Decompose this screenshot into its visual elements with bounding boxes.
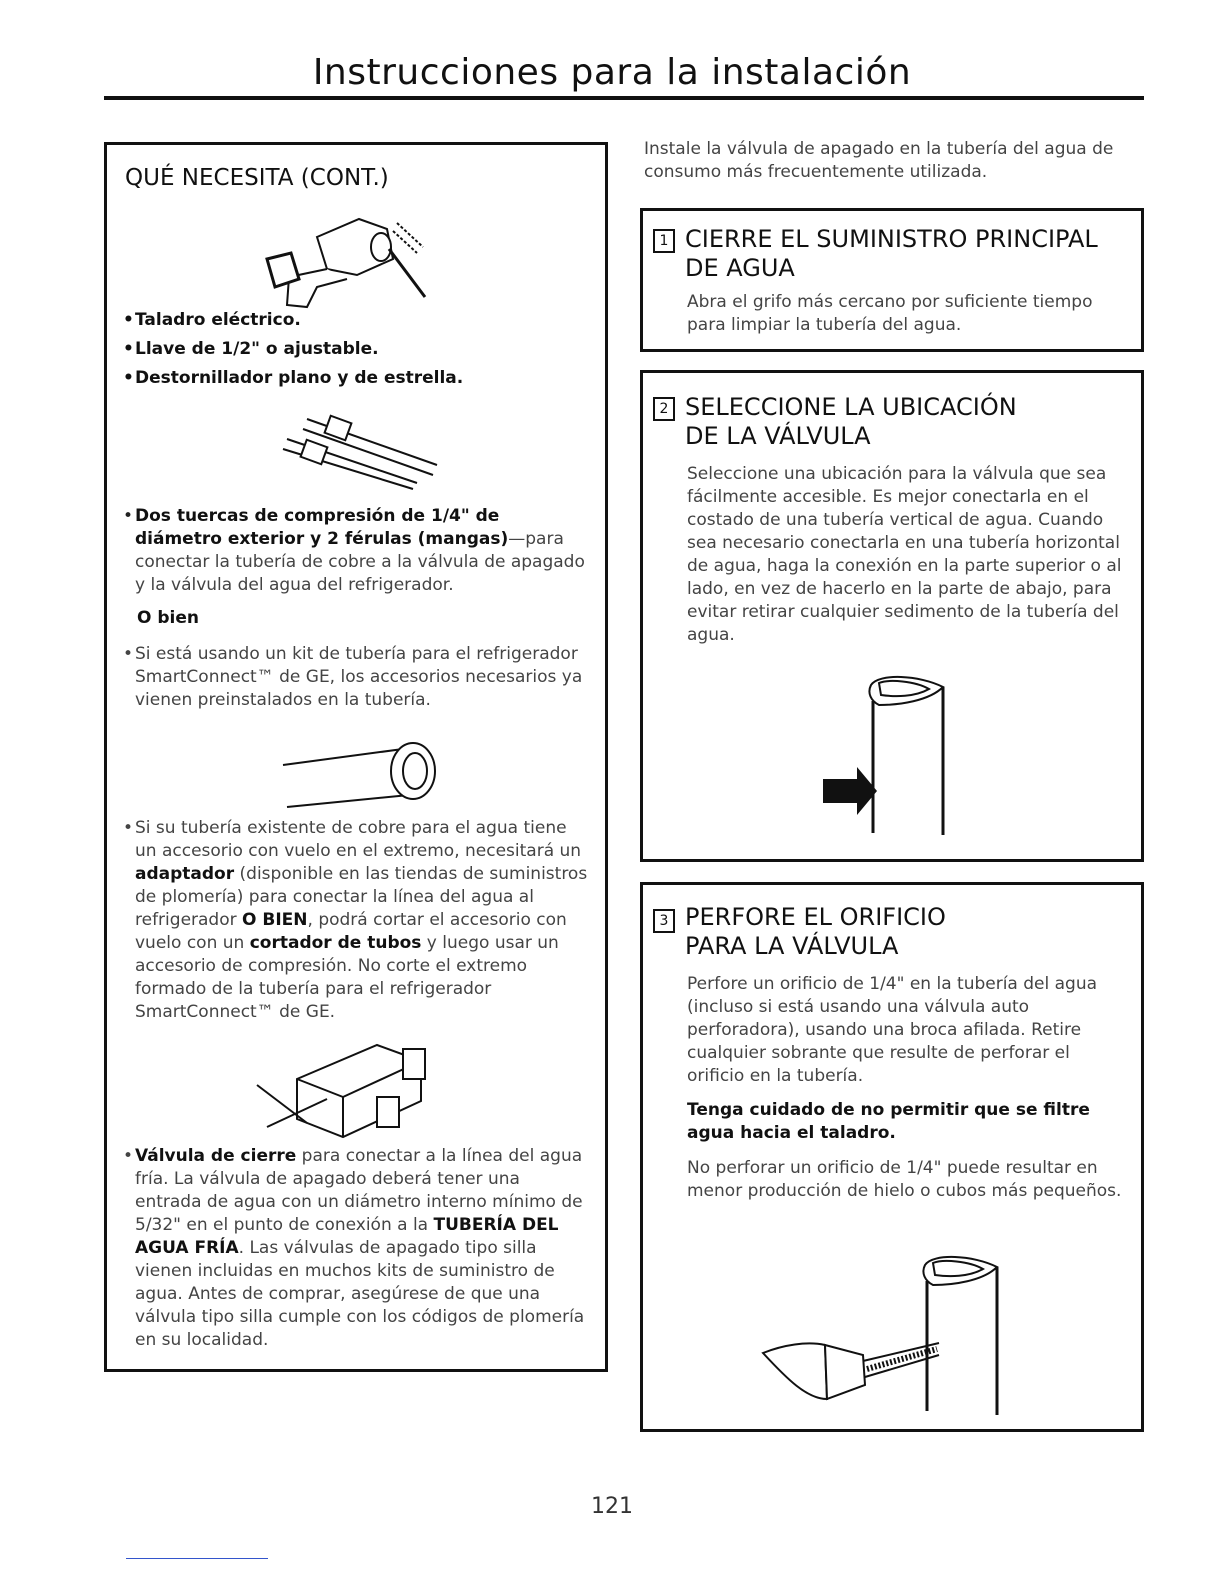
- list-item: • Taladro eléctrico.: [123, 309, 591, 332]
- step-note: No perforar un orificio de 1/4" puede resultar en menor producción de hielo o cubos más pequeños.: [687, 1158, 1122, 1201]
- page-number: 121: [591, 1494, 633, 1519]
- step-body: Perfore un orificio de 1/4" en la tubería del agua (incluso si está usando una válvula auto perforadora), usando una broca afilada. Retire cualquier sobrante que resulte de perforar el orificio en la tubería.: [687, 974, 1098, 1086]
- or-label: O bien: [137, 608, 199, 628]
- step-title: [685, 225, 1098, 283]
- list-item: [123, 1145, 591, 1352]
- step-body: Seleccione una ubicación para la válvula que sea fácilmente accesible. Es mejor conectarla en el costado de una tubería vertical de agua. Cuando sea necesario conectarla en una tubería horizontal de agua, haga la conexión en la parte superior o al lado, en vez de hacerlo en la parte de abajo, para evitar retirar cualquier sedimento de la tubería del agua.: [687, 464, 1122, 645]
- or-term: O BIEN: [242, 910, 308, 930]
- valve-list: [123, 1145, 591, 1352]
- valve-text-1: para conectar a la línea del agua fría. La válvula de apagado deberá tener una entrada de agua con un diámetro interno mínimo de 5/32" en el punto de conexión a la: [135, 1146, 583, 1235]
- valve-term: Válvula de cierre: [135, 1146, 297, 1166]
- footer-rule: [126, 1558, 268, 1559]
- adapter-term: adaptador: [135, 864, 235, 884]
- page-title: Instrucciones para la instalación: [312, 52, 912, 93]
- flare-text-4: y luego usar un accesorio de compresión. No corte el extremo formado de la tubería para el refrigerador SmartConnect™ de GE.: [135, 933, 559, 1022]
- ferrules-list: [123, 505, 591, 597]
- flare-list: [123, 817, 591, 1024]
- flare-text-1: Si su tubería existente de cobre para el agua tiene un accesorio con vuelo en el extremo, necesitará un: [135, 818, 582, 861]
- valve-text-2: . Las válvulas de apagado tipo silla vienen incluidas en muchos kits de suministro de agua. Antes de comprar, asegúrese de que una válvula tipo silla cumple con los códigos de plomería en su localidad.: [135, 1238, 585, 1350]
- list-item: • Destornillador plano y de estrella.: [123, 367, 591, 390]
- step-3-panel: [640, 882, 1144, 1432]
- cold-water-term: TUBERÍA DEL AGUA FRÍA: [135, 1215, 559, 1258]
- list-item: • Llave de 1/2" o ajustable.: [123, 338, 591, 361]
- step-title-line: CIERRE EL SUMINISTRO PRINCIPAL: [685, 225, 1098, 253]
- what-you-need-panel: [104, 142, 608, 1372]
- step-title-line: PERFORE EL ORIFICIO: [685, 903, 946, 931]
- compression-nuts-icon: [267, 409, 443, 489]
- step-number: 1: [653, 229, 675, 253]
- step-body: Abra el grifo más cercano por suficiente tiempo para limpiar la tubería del agua.: [687, 292, 1093, 335]
- tube-cutter-term: cortador de tubos: [249, 933, 422, 953]
- list-item: [123, 505, 591, 597]
- flare-text-2: (disponible en las tiendas de suministros de plomería) para conectar la línea del agua al refrigerador: [135, 864, 588, 930]
- step-title: [685, 903, 946, 961]
- smartconnect-list: [123, 643, 591, 712]
- tube-end-icon: [283, 731, 443, 811]
- step-title-line: DE LA VÁLVULA: [685, 422, 871, 450]
- pipe-arrow-icon: [819, 671, 949, 837]
- caution-text: Tenga cuidado de no permitir que se filtre agua hacia el taladro.: [687, 1100, 1090, 1143]
- pipe-drill-icon: [763, 1249, 1003, 1419]
- panel-heading: QUÉ NECESITA (CONT.): [125, 165, 389, 191]
- step-2-panel: [640, 370, 1144, 862]
- step-number: 2: [653, 397, 675, 421]
- intro-text: Instale la válvula de apagado en la tubería del agua de consumo más frecuentemente utilizada.: [644, 139, 1114, 182]
- step-title: [685, 393, 1017, 451]
- step-title-line: DE AGUA: [685, 254, 795, 282]
- ferrules-bold: Dos tuercas de compresión de 1/4" de diámetro exterior y 2 férulas (mangas): [135, 506, 509, 549]
- title-rule: [104, 96, 1144, 100]
- drill-icon: [247, 217, 437, 309]
- shutoff-valve-icon: [257, 1039, 437, 1139]
- step-number: 3: [653, 909, 675, 933]
- step-title-line: PARA LA VÁLVULA: [685, 932, 899, 960]
- tool-list: [123, 309, 591, 390]
- list-item: [123, 817, 591, 1024]
- flare-text-3: , podrá cortar el accesorio con vuelo con un: [135, 910, 567, 953]
- list-item: • Si está usando un kit de tubería para el refrigerador SmartConnect™ de GE, los accesorios necesarios ya vienen preinstalados en la tubería.: [123, 643, 591, 712]
- step-1-panel: [640, 208, 1144, 352]
- step-title-line: SELECCIONE LA UBICACIÓN: [685, 393, 1017, 421]
- ferrules-text: —para conectar la tubería de cobre a la válvula de apagado y la válvula del agua del refrigerador.: [135, 529, 585, 595]
